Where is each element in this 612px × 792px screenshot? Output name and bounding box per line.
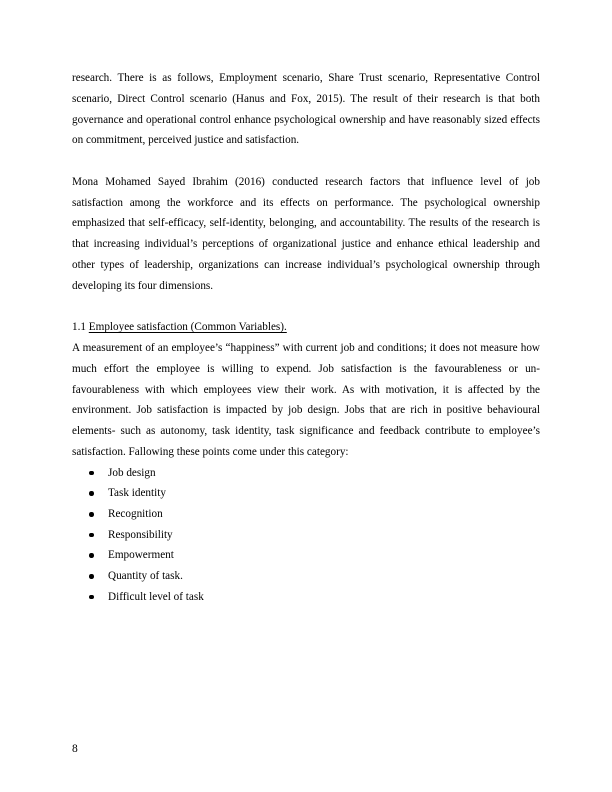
paragraph-spacer	[72, 151, 540, 172]
list-item	[72, 483, 540, 504]
list-item	[72, 463, 540, 484]
bullet-icon	[89, 595, 94, 600]
paragraph-spacer	[72, 297, 540, 318]
page-content	[72, 68, 540, 608]
bullet-icon	[89, 471, 94, 476]
list-item-label: Difficult level of task	[108, 590, 204, 603]
list-item	[72, 566, 540, 587]
page-number: 8	[72, 743, 78, 755]
bullet-icon	[89, 553, 94, 558]
list-item-label: Empowerment	[108, 549, 174, 562]
list-item	[72, 587, 540, 608]
bullet-icon	[89, 533, 94, 538]
paragraph-ibrahim-study: Mona Mohamed Sayed Ibrahim (2016) conducted research factors that influence level of job satisfaction among the workforce and its effects on performance. The psychological ownership emphasized that self-efficacy, self-identity, belonging, and accountability. The results of the research is that increasing individual’s perceptions of organizational justice and enhance ethical leadership and other types of leadership, organizations can increase individual’s psychological ownership through developing its four dimensions.	[72, 175, 540, 292]
list-item	[72, 504, 540, 525]
list-item	[72, 545, 540, 566]
list-item-label: Recognition	[108, 508, 163, 521]
section-title: Employee satisfaction (Common Variables).	[88, 321, 287, 334]
bullet-icon	[89, 491, 94, 496]
list-item-label: Responsibility	[108, 528, 173, 541]
list-item	[72, 525, 540, 546]
paragraph-ownership-scenarios: research. There is as follows, Employment scenario, Share Trust scenario, Representative Control scenario, Direct Control scenario (Hanus and Fox, 2015). The result of their research is that both governance and operational control enhance psychological ownership and have reasonably sized effects on commitment, perceived justice and satisfaction.	[72, 72, 540, 147]
bullet-list	[72, 463, 540, 608]
bullet-icon	[89, 574, 94, 579]
paragraph-employee-satisfaction: A measurement of an employee’s “happiness” with current job and conditions; it does not measure how much effort the employee is willing to expend. Job satisfaction is the favourableness or un-favourableness with which employees view their work. As with motivation, it is affected by the environment. Job satisfaction is impacted by job design. Jobs that are rich in positive behavioural elements- such as autonomy, task identity, task significance and feedback contribute to employee’s satisfaction. Fallowing these points come under this category:	[72, 341, 540, 458]
list-item-label: Task identity	[108, 487, 166, 500]
bullet-icon	[89, 512, 94, 517]
section-number: 1.1	[72, 321, 86, 334]
section-heading	[72, 317, 540, 338]
list-item-label: Quantity of task.	[108, 570, 183, 583]
list-item-label: Job design	[108, 466, 156, 479]
